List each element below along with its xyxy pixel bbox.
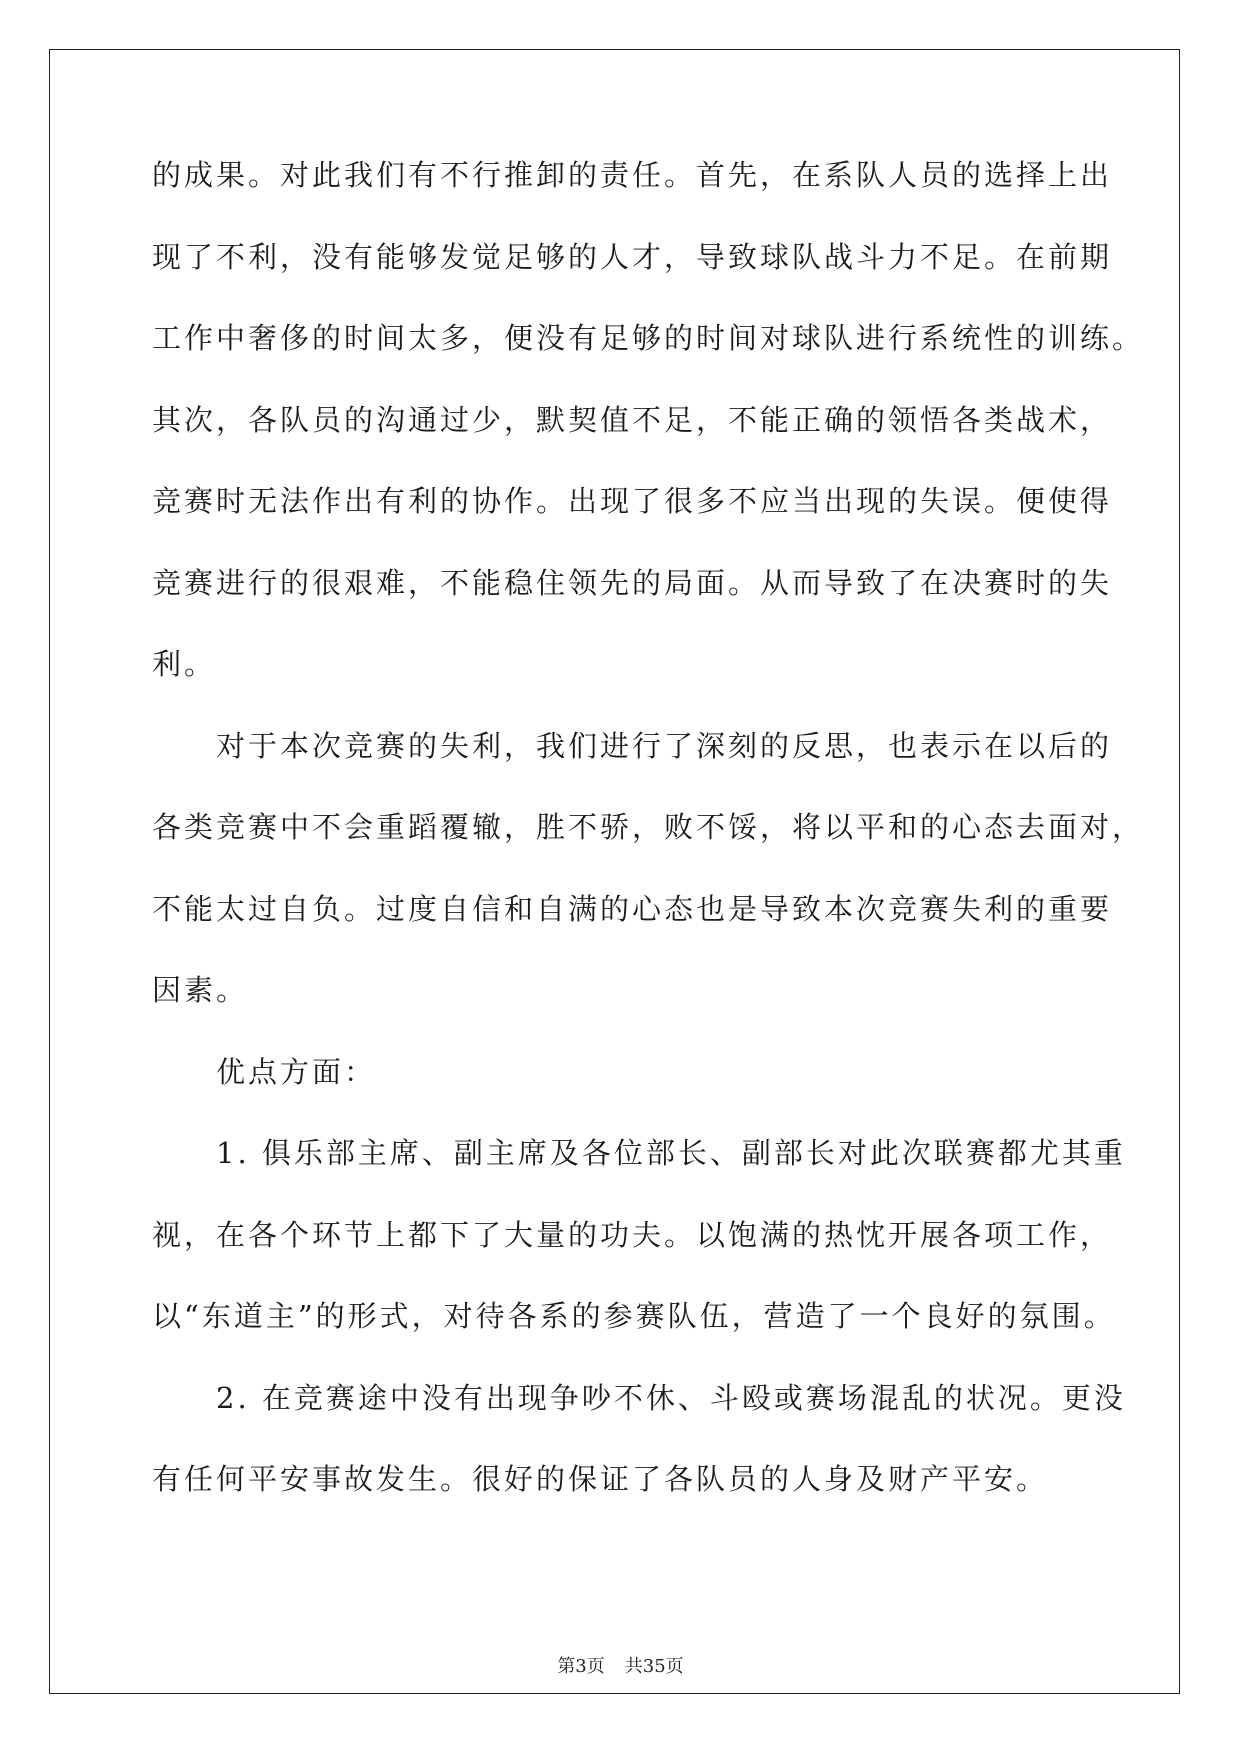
text-line: 其次，各队员的沟通过少，默契值不足，不能正确的领悟各类战术， [152,402,1113,437]
page-footer [0,1652,1241,1678]
text-line: 不能太过自负。过度自信和自满的心态也是导致本次竞赛失利的重要 [152,891,1113,926]
text-line: 工作中奢侈的时间太多，便没有足够的时间对球队进行系统性的训练。 [152,321,1145,355]
text-line: 的成果。对此我们有不行推卸的责任。首先，在系队人员的选择上出 [152,158,1113,192]
page-total: 共35页 [624,1656,684,1677]
text-line: 以“东道主”的形式，对待各系的参赛队伍，营造了一个良好的氛围。 [152,1299,1116,1333]
text-line: 2. 在竞赛途中没有出现争吵不休、斗殴或赛场混乱的状况。更没 [152,1380,1126,1415]
document-body [152,158,1145,1546]
text-line: 优点方面： [152,1054,377,1089]
page-number: 第3页 [557,1656,605,1677]
text-line: 竞赛进行的很艰难，不能稳住领先的局面。从而导致了在决赛时的失 [152,565,1113,600]
text-line: 视，在各个环节上都下了大量的功夫。以饱满的热忱开展各项工作， [152,1217,1113,1252]
text-line: 对于本次竞赛的失利，我们进行了深刻的反思，也表示在以后的 [152,728,1113,763]
text-line: 有任何平安事故发生。很好的保证了各队员的人身及财产平安。 [152,1462,1049,1496]
text-line: 因素。 [152,973,249,1007]
text-line: 现了不利，没有能够发觉足够的人才，导致球队战斗力不足。在前期 [152,239,1113,274]
text-line: 竞赛时无法作出有利的协作。出现了很多不应当出现的失误。便使得 [152,484,1113,518]
text-line: 利。 [152,647,217,681]
text-line: 各类竞赛中不会重蹈覆辙，胜不骄，败不馁，将以平和的心态去面对， [152,810,1145,844]
text-line: 1. 俱乐部主席、副主席及各位部长、副部长对此次联赛都尤其重 [152,1136,1126,1170]
